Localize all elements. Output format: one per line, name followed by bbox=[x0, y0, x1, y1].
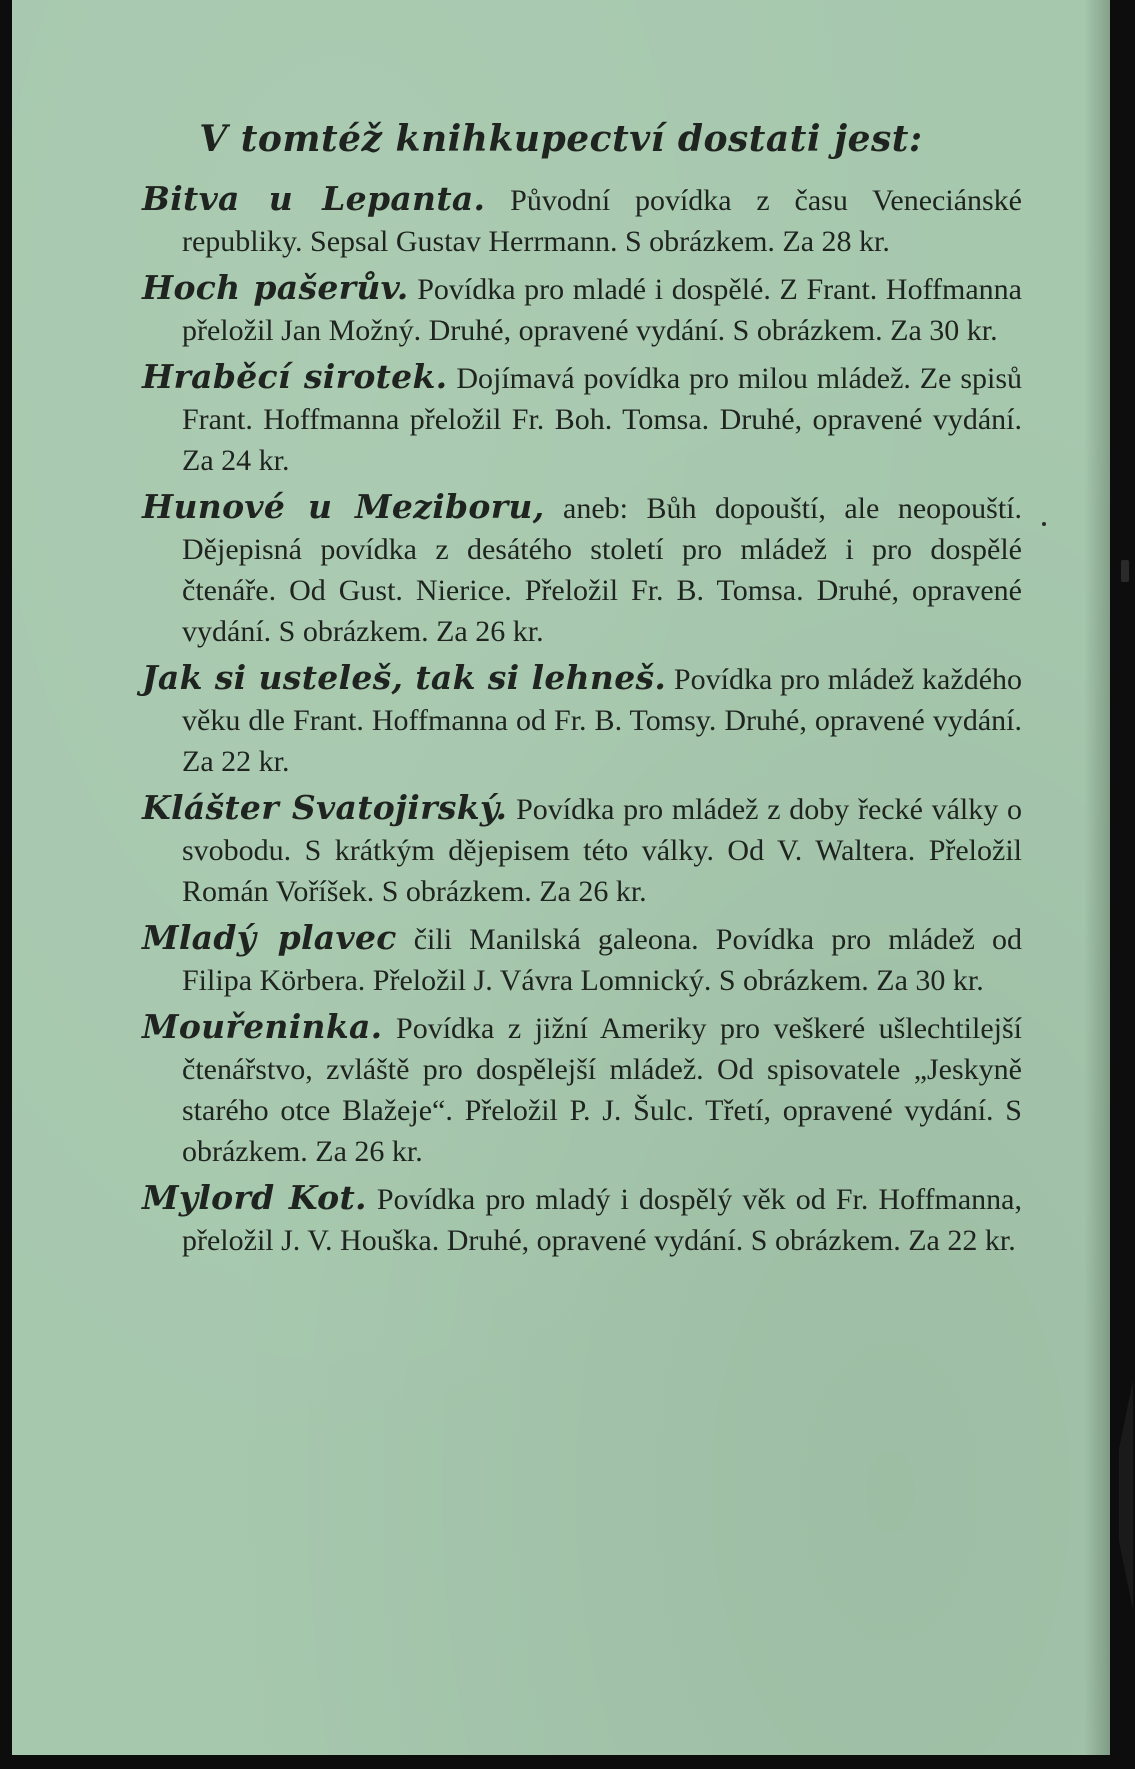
entry-description: Dojímavá povídka pro milou mládež. Ze spisů Frant. Hoffmanna přeložil Fr. Boh. Tomsa. Druhé, opravené vydání. Za 24 kr. bbox=[182, 362, 1023, 477]
page-tab-mark bbox=[1119, 1380, 1133, 1610]
catalog-entry-hunove-u-meziboru bbox=[142, 486, 1022, 652]
entry-description: aneb: Bůh dopouští, ale neopouští. Dějepisná povídka z desátého století pro mládež i pro dospělé čtenáře. Od Gust. Nierice. Přeložil Fr. B. Tomsa. Druhé, opravené vydání. S obrázkem. Za 26 kr. bbox=[182, 492, 1023, 648]
entry-title: Jak si usteleš, tak si lehneš. bbox=[142, 658, 667, 697]
entry-title: Mouřeninka. bbox=[142, 1007, 383, 1046]
entry-title: Bitva u Lepanta. bbox=[142, 179, 486, 218]
book-page bbox=[12, 0, 1110, 1755]
entry-title: Hunové u Meziboru, bbox=[142, 487, 545, 526]
entry-description: čili Manilská galeona. Povídka pro mládež od Filipa Körbera. Přeložil J. Vávra Lomnický. S obrázkem. Za 30 kr. bbox=[182, 923, 1022, 997]
catalog-entry-hrabeci-sirotek bbox=[142, 356, 1022, 481]
entry-title: Klášter Svatojirský. bbox=[142, 788, 508, 827]
entry-description: Povídka pro mládež z doby řecké války o svobodu. S krátkým dějepisem této války. Od V. Waltera. Přeložil Román Voříšek. S obrázkem. Za 26 kr. bbox=[182, 793, 1022, 908]
margin-dot-mark bbox=[1042, 522, 1046, 526]
entry-title: Mylord Kot. bbox=[142, 1178, 367, 1217]
entry-title: Hraběcí sirotek. bbox=[142, 357, 448, 396]
catalog-entry-jak-si-ustelesh bbox=[142, 657, 1022, 782]
page-heading: V tomtéž knihkupectví dostati jest: bbox=[199, 118, 923, 160]
catalog-entry-hoch-paserov bbox=[142, 267, 1022, 351]
catalog-entry-mourenninka bbox=[142, 1006, 1022, 1172]
binding-mark bbox=[1121, 560, 1129, 582]
catalog-entry-bitva-u-lepanta bbox=[142, 178, 1022, 262]
catalog-entry-mlady-plavec bbox=[142, 917, 1022, 1001]
entry-description: Povídka z jižní Ameriky pro veškeré ušlechtilejší čtenářstvo, zvláště pro dospělejší mládež. Od spisovatele „Jeskyně starého otce Blažeje“. Přeložil P. J. Šulc. Třetí, opravené vydání. S obrázkem. Za 26 kr. bbox=[182, 1012, 1022, 1168]
entry-description: Původní povídka z času Veneciánské republiky. Sepsal Gustav Herrmann. S obrázkem. Za 28 kr. bbox=[182, 184, 1022, 258]
entry-title: Mladý plavec bbox=[142, 918, 397, 957]
catalog-list bbox=[142, 178, 1022, 1266]
entry-description: Povídka pro mladé i dospělé. Z Frant. Hoffmanna přeložil Jan Možný. Druhé, opravené vydání. S obrázkem. Za 30 kr. bbox=[182, 273, 1022, 347]
entry-description: Povídka pro mládež každého věku dle Frant. Hoffmanna od Fr. B. Tomsy. Druhé, opravené vydání. Za 22 kr. bbox=[182, 663, 1023, 778]
catalog-entry-mylord-kot bbox=[142, 1177, 1022, 1261]
catalog-entry-klaster-svatojirsky bbox=[142, 787, 1022, 912]
page-edge-shadow bbox=[1084, 0, 1110, 1755]
entry-description: Povídka pro mladý i dospělý věk od Fr. Hoffmanna, přeložil J. V. Houška. Druhé, opravené vydání. S obrázkem. Za 22 kr. bbox=[182, 1183, 1023, 1257]
entry-title: Hoch pašerův. bbox=[142, 268, 409, 307]
